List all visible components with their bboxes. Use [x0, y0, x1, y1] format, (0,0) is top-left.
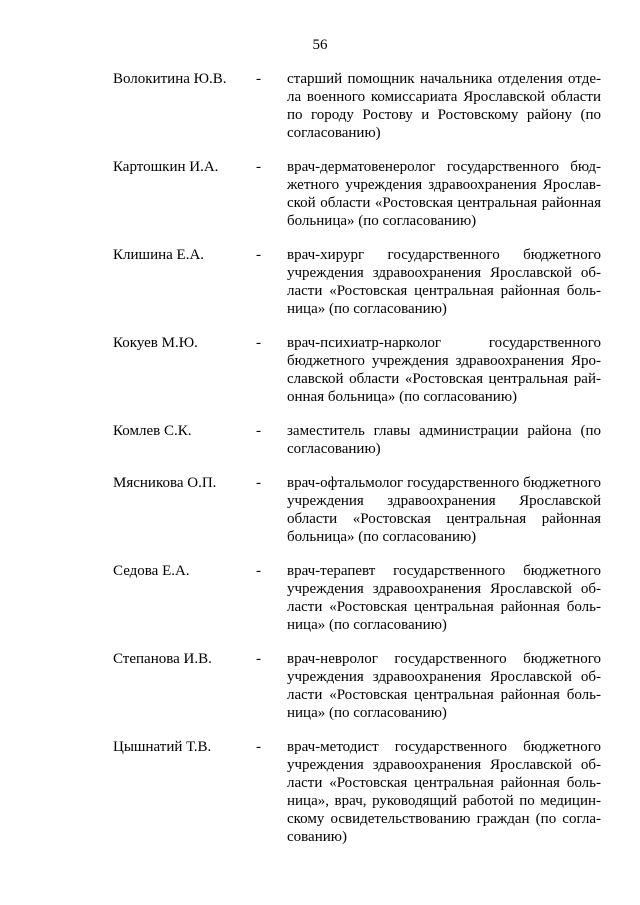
member-entry: [113, 650, 603, 722]
member-name: Комлев С.К.: [113, 423, 192, 439]
member-name: Волокитина Ю.В.: [113, 71, 227, 87]
entry-dash: -: [256, 335, 261, 351]
member-entry: [113, 422, 603, 458]
member-position: заместитель главы администрации района (по согласованию): [287, 423, 601, 457]
entry-dash: -: [256, 475, 261, 491]
member-position: врач-методист государственного бюджетного учреждения здравоохранения Ярославской области «Ростовская центральная районная больница», врач, руководящий работой по медицинскому освидетельствованию граждан (по согласованию): [287, 739, 601, 845]
member-position: врач-дерматовенеролог государственного бюджетного учреждения здравоохранения Ярославской области «Ростовская центральная районная больница» (по согласованию): [287, 159, 601, 229]
member-name: Степанова И.В.: [113, 651, 212, 667]
member-entry: [113, 70, 603, 142]
member-name: Седова Е.А.: [113, 563, 190, 579]
entry-dash: -: [256, 563, 261, 579]
member-name: Клишина Е.А.: [113, 247, 205, 263]
commission-member-list: [113, 70, 603, 846]
member-name: Кокуев М.Ю.: [113, 335, 198, 351]
entry-dash: -: [256, 739, 261, 755]
entry-dash: -: [256, 247, 261, 263]
member-name: Мясникова О.П.: [113, 475, 217, 491]
member-entry: [113, 334, 603, 406]
member-position: старший помощник начальника отделения отдела военного комиссариата Ярославской области по городу Ростову и Ростовскому району (по согласованию): [287, 71, 601, 141]
entry-dash: -: [256, 159, 261, 175]
member-position: врач-невролог государственного бюджетного учреждения здравоохранения Ярославской области «Ростовская центральная районная больница» (по согласованию): [287, 651, 601, 721]
member-entry: [113, 738, 603, 846]
member-position: врач-терапевт государственного бюджетного учреждения здравоохранения Ярославской области «Ростовская центральная районная больница» (по согласованию): [287, 563, 601, 633]
member-position: врач-офтальмолог государственного бюджетного учреждения здравоохранения Ярославской области «Ростовская центральная районная больница» (по согласованию): [287, 475, 601, 545]
member-name: Картошкин И.А.: [113, 159, 219, 175]
entry-dash: -: [256, 71, 261, 87]
member-entry: [113, 158, 603, 230]
member-position: врач-хирург государственного бюджетного учреждения здравоохранения Ярославской области «Ростовская центральная районная больница» (по согласованию): [287, 247, 601, 317]
entry-dash: -: [256, 423, 261, 439]
entry-dash: -: [256, 651, 261, 667]
member-entry: [113, 562, 603, 634]
member-position: врач-психиатр-нарколог государственного бюджетного учреждения здравоохранения Ярославской области «Ростовская центральная районная больница» (по согласованию): [287, 335, 601, 405]
member-entry: [113, 246, 603, 318]
page-number: 56: [312, 37, 328, 53]
member-name: Цышнатий Т.В.: [113, 739, 212, 755]
member-entry: [113, 474, 603, 546]
